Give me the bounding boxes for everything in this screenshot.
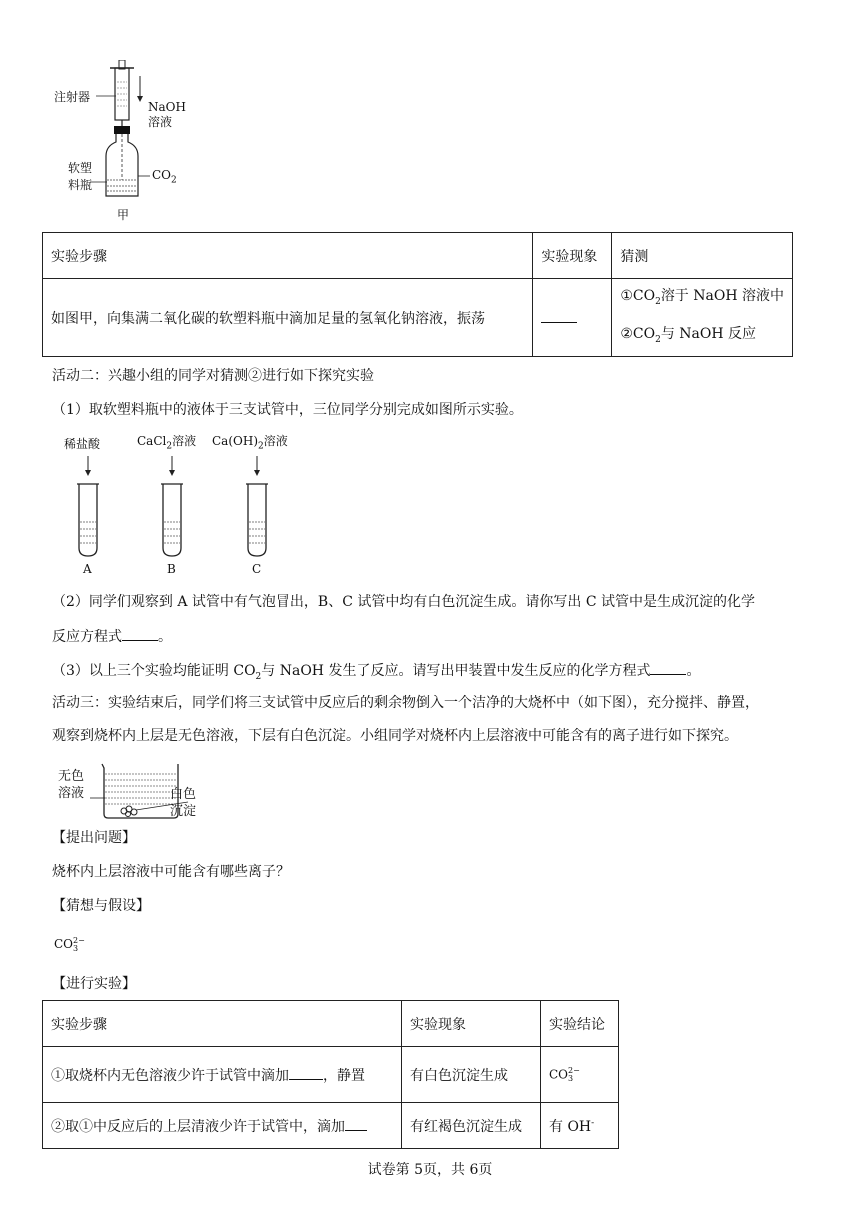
- table1-phenomenon-cell: [533, 279, 612, 357]
- syringe-label: 注射器: [54, 90, 91, 104]
- raise-question-heading: 【提出问题】: [52, 830, 136, 846]
- activity-three-line1: 活动三：实验结束后，同学们将三支试管中反应后的剩余物倒入一个洁净的大烧杯中（如下图），充分搅拌、静置，: [52, 695, 759, 711]
- row2-conclusion-sup: -: [591, 1117, 595, 1128]
- co2-label-sub: 2: [171, 175, 177, 186]
- tube-c-label: C: [252, 562, 262, 576]
- bottle-label-line2: 料瓶: [68, 178, 93, 192]
- guess-2-sub: 2: [655, 334, 661, 345]
- table2-header-step: 实验步骤: [43, 1001, 402, 1047]
- guess-2-prefix: ②CO: [620, 325, 656, 342]
- guess-2-suffix: 与 NaOH 反应: [660, 325, 756, 342]
- naoh-label-line2: 溶液: [148, 115, 173, 129]
- hypothesis-ion-text: CO: [54, 937, 74, 951]
- beaker-left-label: [58, 768, 84, 802]
- question-2-line1: （2）同学们观察到 A 试管中有气泡冒出，B、C 试管中均有白色沉淀生成。请你写出 C 试管中是生成沉淀的化学: [52, 594, 755, 610]
- beaker-outline: [102, 764, 178, 818]
- activity-three-line2: 观察到烧杯内上层是无色溶液，下层有白色沉淀。小组同学对烧杯内上层溶液中可能含有的离子进行如下探究。: [52, 728, 738, 744]
- row1-step-prefix: ①取烧杯内无色溶液少许于试管中滴加: [51, 1067, 289, 1084]
- table2-header-phenomenon: 实验现象: [402, 1001, 541, 1047]
- question-3-suffix: 。: [686, 663, 701, 679]
- naoh-label: [148, 100, 186, 130]
- hypothesis-ion: [54, 934, 85, 954]
- answer-blank: [289, 1065, 323, 1080]
- reagent-c-formula: Ca(OH): [212, 434, 259, 448]
- question-3-prefix: （3）以上三个实验均能证明 CO: [52, 663, 256, 679]
- table2-row1-conclusion: [541, 1047, 619, 1103]
- reagent-c-label: [212, 432, 288, 451]
- test-tube-a: [77, 456, 99, 556]
- hypothesis-ion-sup: 2−: [73, 935, 85, 945]
- hypothesis-heading: 【猜想与假设】: [52, 898, 150, 914]
- table1-guess-cell: [612, 279, 793, 357]
- beaker-right-label: [170, 786, 196, 820]
- reagent-c-suffix: 溶液: [263, 434, 288, 448]
- table1-header-guess: 猜测: [612, 233, 793, 279]
- reagent-b-label: [137, 432, 196, 451]
- beaker-right-line1: 白色: [170, 787, 197, 802]
- reagent-b-sub: 2: [166, 441, 173, 452]
- naoh-label-line1: NaOH: [148, 100, 186, 114]
- reagent-b-suffix: 溶液: [172, 434, 197, 448]
- table2-header-conclusion: 实验结论: [541, 1001, 619, 1047]
- table1-step-cell: 如图甲，向集满二氧化碳的软塑料瓶中滴加足量的氢氧化钠溶液，振荡: [43, 279, 533, 357]
- answer-blank: [345, 1116, 367, 1131]
- co2-label-text: CO: [152, 168, 172, 182]
- page-footer: 试卷第 5页，共 6页: [367, 1162, 493, 1178]
- activity-two: 活动二：兴趣小组的同学对猜测②进行如下探究实验: [52, 368, 374, 384]
- apparatus-figure-jia: [50, 60, 200, 225]
- table2-row2-step: [43, 1103, 402, 1149]
- answer-blank: [650, 660, 686, 675]
- table2-row2-conclusion: [541, 1103, 619, 1149]
- answer-blank: [541, 308, 577, 323]
- experiment-heading: 【进行实验】: [52, 976, 136, 992]
- bottle-label: [68, 160, 92, 194]
- question-text: 烧杯内上层溶液中可能含有哪些离子？: [52, 864, 290, 880]
- experiment-table: [42, 1000, 619, 1149]
- tube-a-label: A: [83, 562, 92, 576]
- guess-1-sub: 2: [655, 296, 661, 307]
- question-3-sub: 2: [255, 671, 262, 682]
- test-tube-c: [246, 456, 268, 556]
- beaker-right-line2: 沉淀: [170, 804, 197, 819]
- row1-conclusion-sup: 2−: [568, 1065, 580, 1075]
- beaker-left-line2: 溶液: [58, 786, 85, 801]
- table1-header-phenomenon: 实验现象: [533, 233, 612, 279]
- table2-row1-step: [43, 1047, 402, 1103]
- row2-conclusion-prefix: 有 OH: [549, 1118, 592, 1135]
- table1-header-step: 实验步骤: [43, 233, 533, 279]
- hypothesis-ion-sub: 3: [73, 943, 79, 953]
- question-3-middle: 与 NaOH 发生了反应。请写出甲装置中发生反应的化学方程式: [261, 663, 651, 679]
- observation-table: [42, 232, 793, 357]
- figure-caption-jia: 甲: [117, 208, 130, 222]
- row1-conclusion-ion: CO: [549, 1067, 569, 1081]
- beaker-left-line1: 无色: [58, 769, 85, 784]
- bottle-stopper: [114, 126, 130, 134]
- answer-blank: [122, 626, 158, 641]
- table2-row1-phenomenon: 有白色沉淀生成: [402, 1047, 541, 1103]
- row2-step-text: ②取①中反应后的上层清液少许于试管中，滴加: [51, 1118, 345, 1135]
- guess-1-suffix: 溶于 NaOH 溶液中: [660, 287, 784, 304]
- question-2-line2: [52, 626, 172, 647]
- test-tube-b: [161, 456, 183, 556]
- question-2-suffix: 。: [158, 629, 172, 645]
- question-1: （1）取软塑料瓶中的液体于三支试管中，三位同学分别完成如图所示实验。: [52, 402, 523, 418]
- reagent-b-formula: CaCl: [137, 434, 167, 448]
- guess-2: [620, 318, 784, 356]
- tube-b-label: B: [167, 562, 176, 576]
- co2-label: [152, 168, 177, 185]
- question-3: [52, 660, 700, 687]
- row1-conclusion-sub: 3: [568, 1073, 574, 1083]
- test-tubes-figure: [60, 452, 290, 562]
- reagent-a-label: 稀盐酸: [64, 437, 101, 451]
- question-2-prefix: 反应方程式: [52, 629, 122, 645]
- guess-1: [620, 280, 784, 318]
- row1-step-suffix: ，静置: [323, 1067, 365, 1084]
- guess-1-prefix: ①CO: [620, 287, 656, 304]
- reagent-c-sub: 2: [258, 441, 264, 452]
- table2-row2-phenomenon: 有红褐色沉淀生成: [402, 1103, 541, 1149]
- bottle-label-line1: 软塑: [68, 161, 93, 175]
